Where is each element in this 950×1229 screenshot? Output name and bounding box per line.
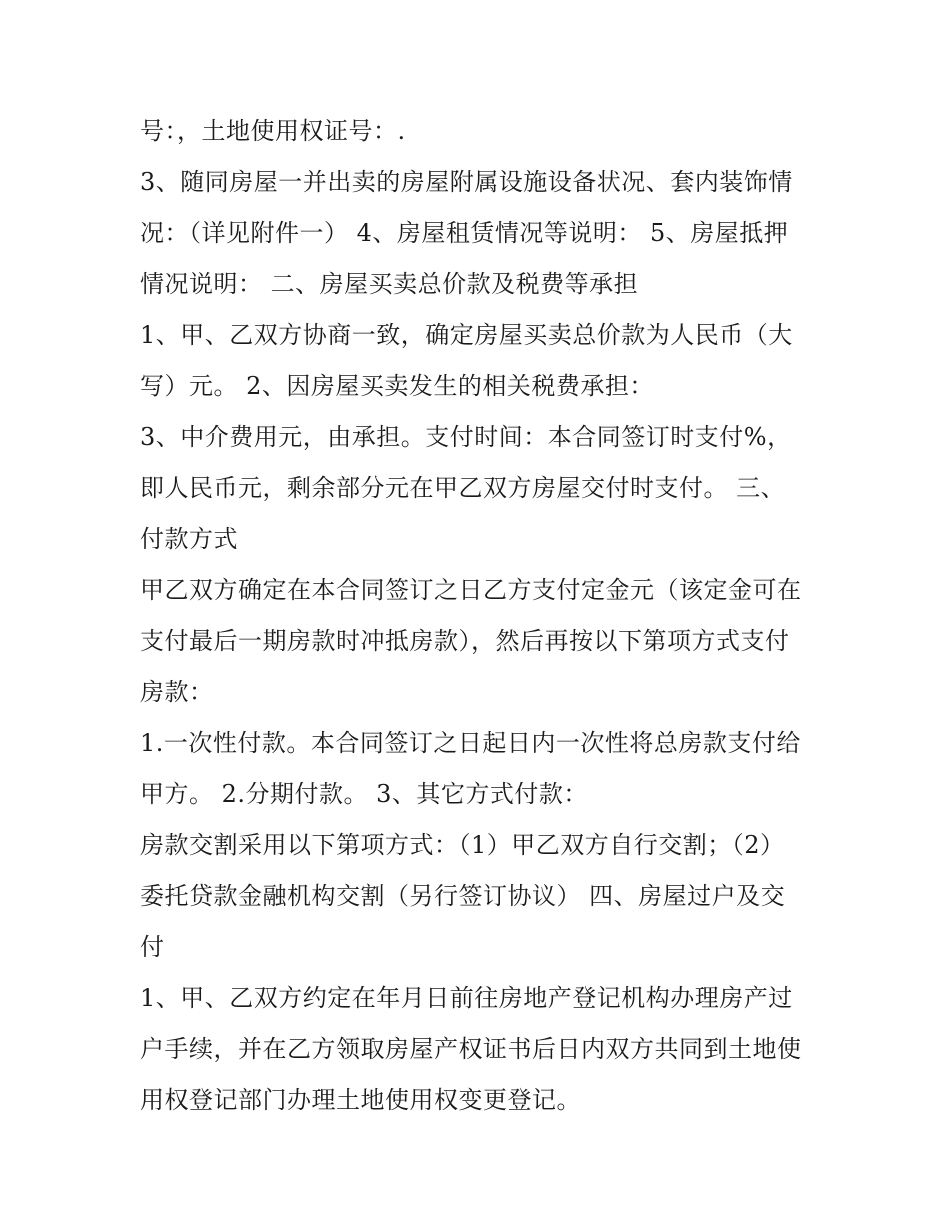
text-line: 委托贷款金融机构交割（另行签订协议） 四、房屋过户及交	[140, 882, 786, 910]
text-line: 3、随同房屋一并出卖的房屋附属设施设备状况、套内装饰情	[140, 168, 793, 196]
text-line: 用权登记部门办理土地使用权变更登记。	[140, 1086, 581, 1114]
text-line: 房款：	[140, 678, 214, 706]
text-line: 甲方。 2.分期付款。 3、其它方式付款：	[140, 780, 588, 808]
text-line: 即人民币元，剩余部分元在甲乙双方房屋交付时支付。 三、	[140, 474, 786, 502]
text-line: 号：，土地使用权证号：.	[140, 117, 406, 145]
text-line: 户手续，并在乙方领取房屋产权证书后日内双方共同到土地使	[140, 1035, 802, 1063]
text-line: 1、甲、乙双方约定在年月日前往房地产登记机构办理房产过	[140, 984, 793, 1012]
text-line: 写）元。 2、因房屋买卖发生的相关税费承担：	[140, 372, 654, 400]
text-line: 付	[140, 933, 165, 961]
text-line: 况：（详见附件一） 4、房屋租赁情况等说明： 5、房屋抵押	[140, 219, 789, 247]
document-body	[140, 106, 820, 1126]
text-line: 1.一次性付款。本合同签订之日起日内一次性将总房款支付给	[140, 729, 801, 757]
text-line: 支付最后一期房款时冲抵房款），然后再按以下第项方式支付	[140, 627, 790, 655]
text-line: 1、甲、乙双方协商一致，确定房屋买卖总价款为人民币（大	[140, 321, 793, 349]
text-line: 房款交割采用以下第项方式：（1）甲乙双方自行交割；（2）	[140, 831, 785, 859]
text-line: 情况说明： 二、房屋买卖总价款及税费等承担	[140, 270, 639, 298]
text-line: 甲乙双方确定在本合同签订之日乙方支付定金元（该定金可在	[140, 576, 802, 604]
text-line: 付款方式	[140, 525, 238, 553]
text-line: 3、中介费用元，由承担。支付时间：本合同签订时支付%，	[140, 423, 792, 451]
